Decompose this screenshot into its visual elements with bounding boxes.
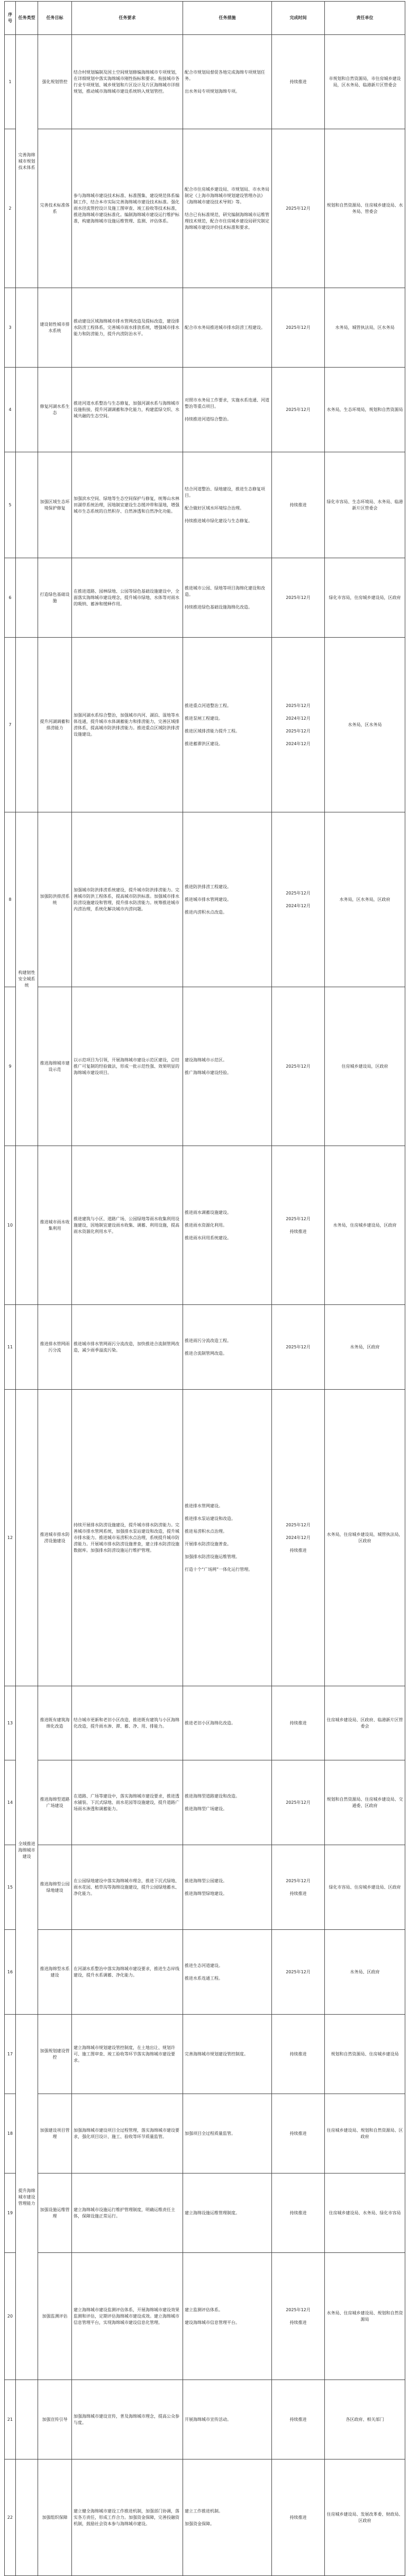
responsible-unit-cell: 水务局、区政府 [325,1930,405,2015]
task-type-cell [16,1390,38,1686]
task-measures-cell: 配合市水务局推进城市排水防涝工程建设。 [183,288,272,368]
task-goal-cell: 加强组织保障 [38,2459,72,2576]
responsible-unit-cell: 水务局，住房城乡建设局，区政府 [325,1146,405,1305]
task-goal-cell: 推进海绵型水系建设 [38,1930,72,2015]
header-task-goal: 任务目标 [38,2,72,35]
responsible-unit-cell: 各区政府、相关部门 [325,2380,405,2459]
row-number: 5 [5,452,16,558]
table-row [5,368,405,452]
responsible-unit-cell: 规划和自然资源局、住房城乡建设局、水务局、管委会 [325,129,405,288]
task-requirement-cell: 参与海绵城市建设技术标准、标准图集、建设规范体系编制工作，结合本市实际完善海绵城市建设技术标准。强化雨水径流管控设计及施工图审查、竣工验收等技术标准，推进海绵城市建设标准化。编制海绵城市建设运行维护标准，构建海绵城市设施运维管理、监测、评估体系。 [72,129,183,288]
header-completion-time: 完成时间 [272,2,325,35]
completion-time-cell: 2025年12月 [272,129,325,288]
task-type-cell [16,1146,38,1305]
responsible-unit-cell: 水务局，住房城乡建设局，城管执法局，区政府 [325,1390,405,1686]
table-row [5,129,405,288]
row-number: 18 [5,2094,16,2174]
table-row [5,1686,405,1760]
task-requirement-cell: 在河湖水系整治中落实海绵城市建设要求，推进生态岸线建设，提升水系调蓄、净化能力。 [72,1930,183,2015]
task-requirement-cell: 加强海绵城市建设项目全过程管理，落实海绵城市建设要求，强化项目设计、施工、验收等环节质量监管。 [72,2094,183,2174]
task-measures-cell: 配合市住房城乡建设局、市规划局、市水务局制定《上海市海绵城市规划建设管理办法》《海绵城市建设技术导则》等。 结合已有标准规范，研究编制海绵城市运维管理技术规范，配合市住房城乡建设局研究制定海绵城市建设评价技术标准和要求。 [183,129,272,288]
completion-time-cell: 持续推进 [272,2174,325,2253]
responsible-unit-cell: 规划和自然资源局、住房城乡建设局 [325,2015,405,2094]
row-number: 6 [5,558,16,638]
task-measures-cell: 建立工作推进机制。 加强资金保障。 [183,2459,272,2576]
row-number: 8 [5,812,16,987]
row-number: 1 [5,35,16,129]
completion-time-cell: 持续推进 [272,2094,325,2174]
task-requirement-cell: 持续开展排水防涝设施建设，提升城市排水防涝能力。完善城市排水管网系统，加强排水泵站建设和改造，提升城市排水能力。推进城市易涝积水点治理，系统提升城市防涝能力。开展城市排水防涝设施普查，建立排水防涝设施数据库。加强排水防涝设施运行维护管理。 [72,1390,183,1686]
task-table [4,1,405,2576]
task-measures-cell: 对照市水务局工作要求，实施水系连通、河道整治等重点项目。 持续推进河道综合整治。 [183,368,272,452]
task-goal-cell: 打造绿色基础设施 [38,558,72,638]
completion-time-cell: 2025年12月 [272,1305,325,1390]
task-goal-cell: 推进海绵型公园绿地建设 [38,1845,72,1930]
task-measures-cell: 配合市规划局督促各地完成海绵专项规划任务。 出水务局专项规划海绵专项。 [183,35,272,129]
task-measures-cell: 加强项目全过程质量监管。 [183,2094,272,2174]
task-goal-cell: 加强设施运维管理 [38,2174,72,2253]
task-type-cell: 构建韧性安全城系统 [16,812,38,1146]
table-row [5,2015,405,2094]
task-goal-cell: 强化规划管控 [38,35,72,129]
responsible-unit-cell: 水务局，城管执法局，区水务局 [325,288,405,368]
task-measures-cell: 推进生态河道建设。 推进水系连通工程。 [183,1930,272,2015]
header-no: 序号 [5,2,16,35]
task-requirement-cell: 在公园绿地建设中落实海绵城市理念，推进下沉式绿地、雨水花园、植草沟等海绵设施建设，提升公园绿地蓄水、净化能力。 [72,1845,183,1930]
responsible-unit-cell: 水务局，区政府 [325,1305,405,1390]
row-number: 14 [5,1760,16,1845]
table-row [5,1146,405,1305]
header-task-type: 任务类型 [16,2,38,35]
task-measures-cell: 结合河道整治、绿地建设，推进生态修复项目。 配合做好区域水环境综合治理。 持续推进城市绿化建设与生态修复。 [183,452,272,558]
responsible-unit-cell: 住房城乡建设局、区政府、临港新片区管委会 [325,1686,405,1760]
task-goal-cell: 推进海绵型道路广场建设 [38,1760,72,1845]
task-type-cell: 提升海绵城市建设管理能力 [16,2015,38,2380]
table-row [5,2459,405,2576]
row-number: 2 [5,129,16,288]
completion-time-cell: 持续推进 [272,35,325,129]
row-number: 4 [5,368,16,452]
task-goal-cell: 推进排水管网雨污分流 [38,1305,72,1390]
task-requirement-cell: 推进城市排水管网雨污分流改造，加快推进合流制管网改造，减少雨季溢流污染。 [72,1305,183,1390]
table-row [5,1930,405,2015]
row-number: 13 [5,1686,16,1760]
completion-time-cell: 2025年12月 [272,368,325,452]
task-type-cell [16,558,38,638]
header-task-measures: 任务措施 [183,2,272,35]
task-goal-cell: 加强建设项目管理 [38,2094,72,2174]
responsible-unit-cell: 水务局，生态环境局，规划和自然资源局 [325,368,405,452]
row-number: 16 [5,1930,16,2015]
task-measures-cell: 完善海绵城市规划建设管控制度。 [183,2015,272,2094]
responsible-unit-cell: 绿化市容局，住房城乡建设局，区政府 [325,558,405,638]
responsible-unit-cell: 水务局，区水务局 [325,638,405,812]
task-requirement-cell: 加强河湖水系综合整治，加强城市内河、湖泊、湿地等水体连通，提升城市水体调蓄能力和排涝能力，完善区域排涝体系，提高城市防洪排涝能力。推进重点区域防洪排涝设施建设。 [72,638,183,812]
task-measures-cell: 建立海绵设施运维管理制度。 [183,2174,272,2253]
task-measures-cell: 推进城市公园、绿地等项目海绵化建设和改造。 持续推进绿色基础设施海绵化改造。 [183,558,272,638]
table-row [5,812,405,987]
task-goal-cell: 推进海绵城市建设示范 [38,987,72,1146]
task-requirement-cell: 推动建设区域海绵城市排水管网改造及提标改造，建设排水防涝工程体系，完善城市雨水排放系统，增强城市排水能力和防涝能力，提升内涝防治水平。 [72,288,183,368]
table-row [5,35,405,129]
task-requirement-cell: 加强海绵城市建设宣传，普及海绵城市理念，提高公众参与度。 [72,2380,183,2459]
completion-time-cell: 2025年12月 2024年12月 持续推进 [272,1390,325,1686]
task-goal-cell: 完善技术标准体系 [38,129,72,288]
task-requirement-cell: 结合城市更新和老旧小区改造，推进既有建筑与小区海绵化改造，提升雨水渗、滞、蓄、净、用、排能力。 [72,1686,183,1760]
header-task-requirement: 任务要求 [72,2,183,35]
table-row [5,1305,405,1390]
task-requirement-cell: 推进建筑与小区、道路广场、公园绿地等雨水收集利用设施建设，因地制宜建设雨水收集、调蓄、利用设施，提高雨水资源化利用水平。 [72,1146,183,1305]
completion-time-cell: 2025年12月 [272,1760,325,1845]
task-goal-cell: 加强规划建设管控 [38,2015,72,2094]
task-measures-cell: 推进雨污分流改造工程。 推进合流制管网改造。 [183,1305,272,1390]
table-row [5,638,405,812]
task-measures-cell: 建立监测评估体系。 建设海绵城市信息管理平台。 [183,2253,272,2380]
task-requirement-cell: 在道路、广场等建设中，落实海绵城市建设要求，推进透水铺装、下沉式绿地、雨水花园等设施建设，提升道路广场雨水渗透和调蓄能力。 [72,1760,183,1845]
completion-time-cell: 持续推进 [272,2015,325,2094]
task-type-cell [16,452,38,558]
task-goal-cell: 推进既有建筑海绵化改造 [38,1686,72,1760]
task-goal-cell: 推进城市雨水收集利用 [38,1146,72,1305]
table-row [5,2094,405,2174]
task-requirement-cell: 建立健全海绵城市建设工作推进机制，加强部门协调，落实各方责任，形成工作合力。加强资金保障，完善投融资机制，鼓励社会资本参与海绵城市建设。 [72,2459,183,2576]
task-goal-cell: 加强防洪排涝系统 [38,812,72,987]
task-goal-cell: 加强区域生态环境保护修复 [38,452,72,558]
responsible-unit-cell: 规划和自然资源局、住房城乡建设局、交通委、区政府 [325,1760,405,1845]
responsible-unit-cell: 水务局，区水务局，区政府 [325,812,405,987]
task-requirement-cell: 推进河道水系整治与生态修复，加强河湖水系与海绵城市设施衔接，提升河湖调蓄和净化能力，构建蓝绿交织、水城共融的生态空间。 [72,368,183,452]
completion-time-cell: 2025年12月 持续推进 [272,1146,325,1305]
responsible-unit-cell: 水务局、住房城乡建设局、规划和自然资源局 [325,2253,405,2380]
completion-time-cell: 持续推进 [272,1686,325,1760]
completion-time-cell: 2025年12月 2024年12月 2025年12月 2024年12月 [272,638,325,812]
task-goal-cell: 推进城市排水防涝设施建设 [38,1390,72,1686]
task-requirement-cell: 加强城市防洪排涝系统建设，提升城市防洪排涝能力。完善城市防洪工程体系，提高城市防洪标准。加强城市排水防涝设施建设和管理，提升排水防涝能力。统筹推进城市内涝治理，系统化解决城市内涝问题。 [72,812,183,987]
responsible-unit-cell: 住房城乡建设局、规划和自然资源局、区政府 [325,2094,405,2174]
task-type-cell [16,638,38,812]
responsible-unit-cell: 绿化市容局、住房城乡建设局、区政府 [325,1845,405,1930]
row-number: 12 [5,1390,16,1686]
table-row [5,558,405,638]
table-row [5,1760,405,1845]
completion-time-cell: 2025年12月 [272,288,325,368]
task-requirement-cell: 结合村规划编制及国土空间规划修编海绵城市专项规划，在详细规划中落实海绵城市刚性指标和要求。衔接城市各行业专项规划、城乡规划和片区设计及片区海绵城市详细规划，推动城市海绵城市建设系统纳入规划管控。 [72,35,183,129]
table-row [5,987,405,1146]
completion-time-cell: 持续推进 [272,452,325,558]
task-type-cell [16,368,38,452]
task-type-cell: 全域推进海绵城市建设 [16,1686,38,2015]
task-goal-cell: 加强宣传引导 [38,2380,72,2459]
task-requirement-cell: 在推进道路、园林绿地、公园等绿色基础设施建设中，全面落实海绵城市建设理念，提升城市绿地、水体等对雨水的吸纳、蓄渗和缓释作用。 [72,558,183,638]
task-goal-cell: 建设韧性城市排水系统 [38,288,72,368]
task-type-cell [16,2459,38,2576]
task-goal-cell: 加强监测评估 [38,2253,72,2380]
row-number: 20 [5,2253,16,2380]
row-number: 15 [5,1845,16,1930]
completion-time-cell: 持续推进 [272,2380,325,2459]
row-number: 7 [5,638,16,812]
table-row [5,1390,405,1686]
task-measures-cell: 开展海绵城市宣传活动。 [183,2380,272,2459]
task-requirement-cell: 建立海绵城市规划建设管控制度，在土地出让、规划许可、施工图审查、竣工验收等环节落实海绵城市建设要求。 [72,2015,183,2094]
task-type-cell [16,288,38,368]
row-number: 22 [5,2459,16,2576]
completion-time-cell: 2025年12月 [272,1930,325,2015]
task-type-cell [16,1305,38,1390]
header-responsible-unit: 责任单位 [325,2,405,35]
table-body [5,35,405,2576]
completion-time-cell: 2025年12月 2024年12月 [272,812,325,987]
completion-time-cell: 持续推进 [272,2459,325,2576]
table-row [5,2380,405,2459]
responsible-unit-cell: 住房城乡建设局、发展改革委、财政局、区政府 [325,2459,405,2576]
responsible-unit-cell: 市规划和自然资源局，市住房城乡建设局，区水务局、临港新片区管委会 [325,35,405,129]
table-row [5,452,405,558]
responsible-unit-cell: 绿化市容局、生态环境局、水务局、临港新片区管委会 [325,452,405,558]
row-number: 17 [5,2015,16,2094]
task-measures-cell: 推进海绵型道路建设和改造。 推进海绵型广场建设。 [183,1760,272,1845]
completion-time-cell: 2025年12月 持续推进 [272,1845,325,1930]
row-number: 3 [5,288,16,368]
task-type-cell: 完善海绵城市规划技术体系 [16,35,38,288]
task-requirement-cell: 建立海绵城市设施运行维护管理制度，明确运维责任主体，保障设施正常运行。 [72,2174,183,2253]
task-type-cell [16,2380,38,2459]
task-measures-cell: 推进排水管网建设。 推进排水泵站建设和改造。 推进易涝积水点治理。 开展排水防涝设施普查。 加强排水防涝设施运维管理。 打造十个“广场网”一体化运行管理。 [183,1390,272,1686]
table-row [5,2253,405,2380]
row-number: 21 [5,2380,16,2459]
task-measures-cell: 推进雨水调蓄设施建设。 推进雨水资源化利用。 推进雨水回用系统建设。 [183,1146,272,1305]
table-row [5,288,405,368]
task-requirement-cell: 加强滨水空间、绿地等生态空间保护与修复，统筹山水林田湖草系统治理，因地制宜建设生态缓冲带和湿地，增强城市生态系统的自然积存、自然渗透和自然净化功能。 [72,452,183,558]
task-measures-cell: 推进海绵型公园建设。 推进海绵型绿地建设。 [183,1845,272,1930]
task-goal-cell: 修复河湖水系生态 [38,368,72,452]
row-number: 9 [5,987,16,1146]
row-number: 10 [5,1146,16,1305]
responsible-unit-cell: 住房城乡建设局，区政府 [325,987,405,1146]
table-row [5,1845,405,1930]
table-row [5,2174,405,2253]
task-goal-cell: 提升河湖调蓄和排涝能力 [38,638,72,812]
task-requirement-cell: 建立海绵城市建设监测评估体系，开展海绵城市建设效果监测和评估，定期评估海绵城市建设成效。建立海绵城市信息管理平台，实现海绵城市建设信息化管理。 [72,2253,183,2380]
task-measures-cell: 推进防洪排涝工程建设。 推进城市排水管网建设。 推进内涝积水点改造。 [183,812,272,987]
responsible-unit-cell: 住房城乡建设局、水务局、绿化市容局 [325,2174,405,2253]
task-requirement-cell: 以示范项目为引领，开展海绵城市建设示范区建设，总结推广可复制的经验做法，形成一批示范性强、效果明显的海绵城市建设项目。 [72,987,183,1146]
completion-time-cell: 2025年12月 持续推进 [272,2253,325,2380]
completion-time-cell: 2025年12月 [272,558,325,638]
row-number: 11 [5,1305,16,1390]
row-number: 19 [5,2174,16,2253]
table-header [5,2,405,35]
task-measures-cell: 推进重点河道整治工程。 推进泵闸工程建设。 推进区域排涝能力提升工程。 推进蓄滞洪区建设。 [183,638,272,812]
task-measures-cell: 建设海绵城市示范区。 推广海绵城市建设经验。 [183,987,272,1146]
completion-time-cell: 2025年12月 [272,987,325,1146]
task-measures-cell: 推进老旧小区海绵化改造。 [183,1686,272,1760]
